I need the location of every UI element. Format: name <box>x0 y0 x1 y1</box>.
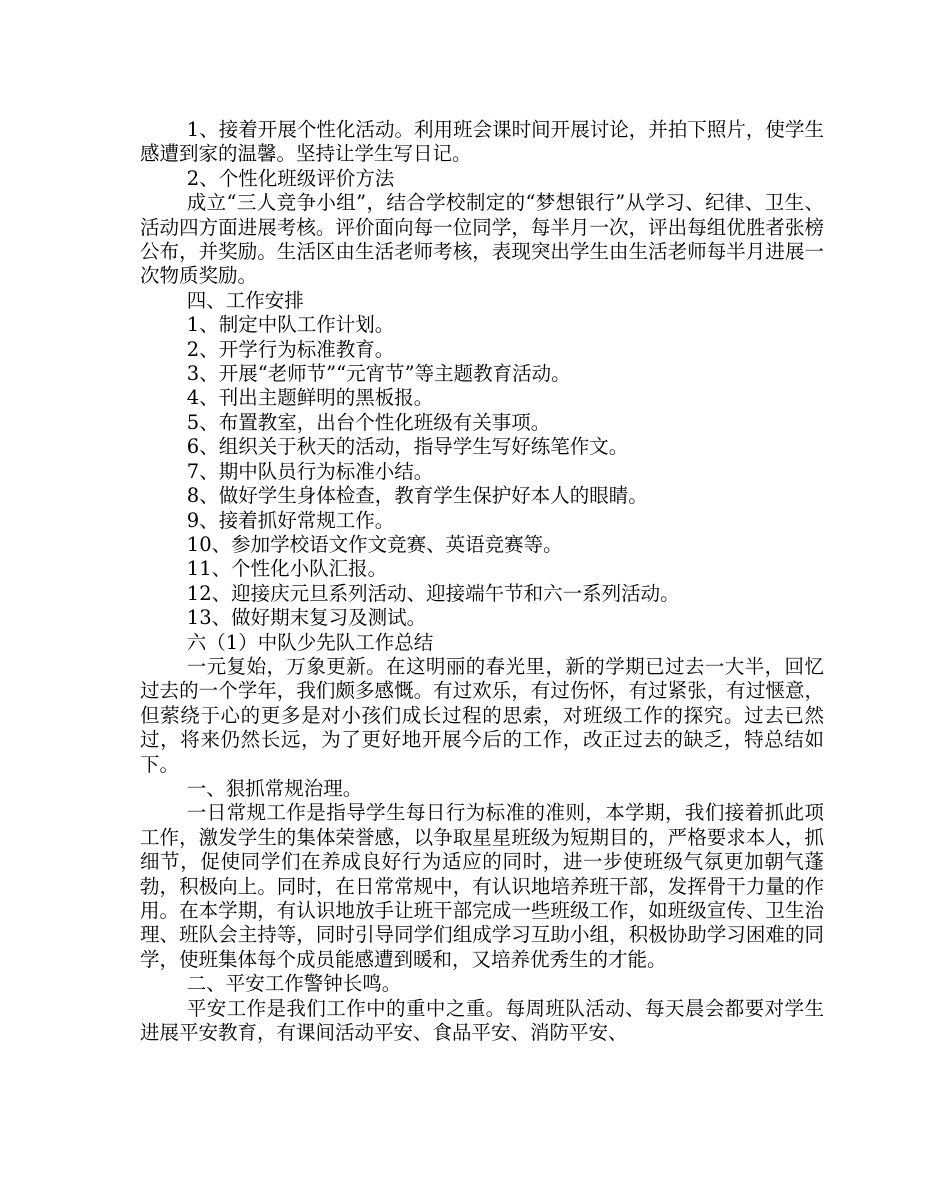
list-item-13: 13、做好期末复习及测试。 <box>186 606 427 630</box>
list-item-5: 5、布置教室，出台个性化班级有关事项。 <box>186 410 551 434</box>
paragraph-evaluation-heading: 2、个性化班级评价方法 <box>186 166 395 190</box>
section-heading-routine: 一、狠抓常规治理。 <box>186 776 363 800</box>
list-item-10: 10、参加学校语文作文竞赛、英语竞赛等。 <box>186 532 563 556</box>
list-item-4: 4、刊出主题鲜明的黑板报。 <box>186 386 434 410</box>
list-item-1: 1、制定中队工作计划。 <box>186 313 395 337</box>
list-item-3: 3、开展“老师节”“元宵节”等主题教育活动。 <box>186 362 571 386</box>
list-item-6: 6、组织关于秋天的活动，指导学生写好练笔作文。 <box>186 435 629 459</box>
summary-title: 六（1）中队少先队工作总结 <box>186 630 434 654</box>
paragraph-safety-body: 平安工作是我们工作中的重中之重。每周班队活动、每天晨会都要对学生进展平安教育，有课间活动平安、食品平安、消防平安、 <box>140 996 824 1045</box>
paragraph-intro: 一元复始，万象更新。在这明丽的春光里，新的学期已过去一大半，回忆过去的一个学年，我们颇多感慨。有过欢乐，有过伤怀，有过紧张，有过惬意，但萦绕于心的更多是对小孩们成长过程的思索，对班级工作的探究。过去已然过，将来仍然长远，为了更好地开展今后的工作，改正过去的缺乏，特总结如下。 <box>140 654 824 776</box>
list-item-2: 2、开学行为标准教育。 <box>186 337 395 361</box>
document-page <box>140 118 824 1045</box>
list-item-12: 12、迎接庆元旦系列活动、迎接端午节和六一系列活动。 <box>186 581 680 605</box>
list-item-7: 7、期中队员行为标准小结。 <box>186 459 434 483</box>
paragraph-routine-body: 一日常规工作是指导学生每日行为标准的准则，本学期，我们接着抓此项工作，激发学生的集体荣誉感，以争取星星班级为短期目的，严格要求本人，抓细节，促使同学们在养成良好行为适应的同时，进一步使班级气氛更加朝气蓬勃，积极向上。同时，在日常常规中，有认识地培养班干部，发挥骨干力量的作用。在本学期，有认识地放手让班干部完成一些班级工作，如班级宣传、卫生治理、班队会主持等，同时引导同学们组成学习互助小组，积极协助学习困难的同学，使班集体每个成员能感遭到暖和，又培养优秀生的才能。 <box>140 801 824 971</box>
list-item-8: 8、做好学生身体检查，教育学生保护好本人的眼睛。 <box>186 484 648 508</box>
paragraph-activities-1: 1、接着开展个性化活动。利用班会课时间开展讨论，并拍下照片，使学生感遭到家的温馨。坚持让学生写日记。 <box>140 118 824 166</box>
list-item-11: 11、个性化小队汇报。 <box>186 557 388 581</box>
section-heading-work-arrangement: 四、工作安排 <box>186 288 304 312</box>
paragraph-evaluation-body: 成立“三人竞争小组”，结合学校制定的“梦想银行”从学习、纪律、卫生、活动四方面进展考核。评价面向每一位同学，每半月一次，评出每组优胜者张榜公布，并奖励。生活区由生活老师考核，表现突出学生由生活老师每半月进展一次物质奖励。 <box>140 191 824 288</box>
list-item-9: 9、接着抓好常规工作。 <box>186 508 395 532</box>
section-heading-safety: 二、平安工作警钟长鸣。 <box>186 972 402 996</box>
